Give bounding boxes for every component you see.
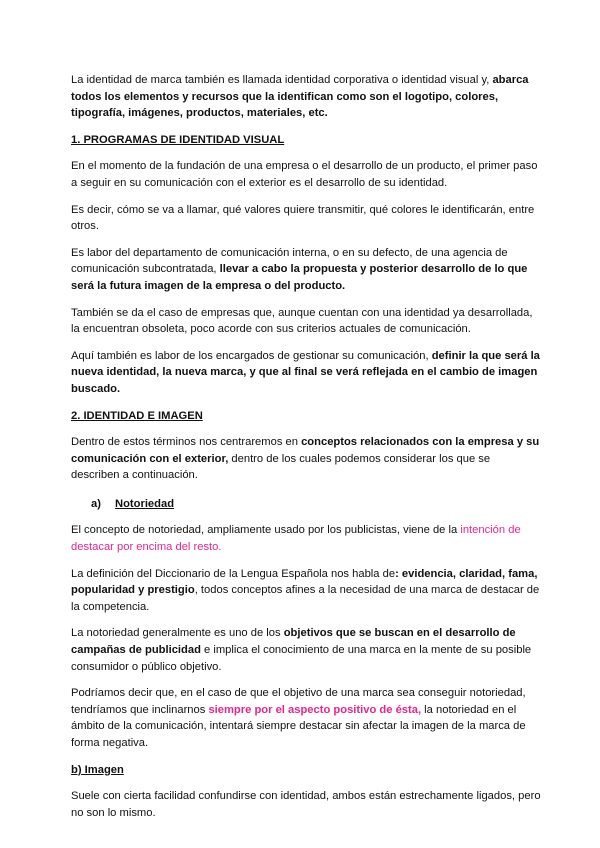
document-page	[71, 72, 541, 831]
subsection-a-marker: a)	[91, 497, 101, 510]
section-1-paragraph-3: Es labor del departamento de comunicación interna, o en su defecto, de una agencia de comunicación subcontratada, llevar a cabo la propuesta y posterior desarrollo de lo que será la futura imagen de la empresa o del producto.	[71, 246, 528, 292]
section-2-heading: 2. IDENTIDAD E IMAGEN	[71, 409, 203, 422]
section-1-paragraph-1: En el momento de la fundación de una empresa o el desarrollo de un producto, el primer paso a seguir en su comunicación con el exterior es el desarrollo de su identidad.	[71, 160, 538, 189]
notoriedad-paragraph-1: El concepto de notoriedad, ampliamente usado por los publicistas, viene de la intención de destacar por encima del resto.	[71, 524, 521, 554]
subsection-a-heading	[71, 496, 541, 513]
subsection-a-title: Notoriedad	[115, 497, 175, 510]
intro-paragraph: La identidad de marca también es llamada identidad corporativa o identidad visual y, abarca todos los elementos y recursos que la identifican como son el logotipo, colores, tipografía, imágenes, productos, materiales, etc.	[71, 74, 529, 120]
highlight-pink-bold-text: siempre por el aspecto positivo de ésta,	[208, 703, 422, 716]
notoriedad-paragraph-3: La notoriedad generalmente es uno de los objetivos que se buscan en el desarrollo de campañas de publicidad e implica el conocimiento de una marca en la mente de su posible consumidor o público objetivo.	[71, 627, 532, 673]
section-1-paragraph-5: Aquí también es labor de los encargados de gestionar su comunicación, definir la que será la nueva identidad, la nueva marca, y que al final se verá reflejada en el cambio de imagen buscado.	[71, 349, 540, 395]
highlight-pink-text: intención de destacar por encima del resto.	[71, 524, 521, 554]
notoriedad-paragraph-4: Podríamos decir que, en el caso de que el objetivo de una marca sea conseguir notoriedad, tendríamos que inclinarnos siempre por el aspecto positivo de ésta, la notoriedad en el ámbito de la comunicación, intentará siempre destacar sin afectar la imagen de la marca de forma negativa.	[71, 687, 526, 749]
section-1-paragraph-2: Es decir, cómo se va a llamar, qué valores quiere transmitir, qué colores le identificarán, entre otros.	[71, 203, 535, 233]
section-1-heading: 1. PROGRAMAS DE IDENTIDAD VISUAL	[71, 133, 285, 146]
section-1-paragraph-4: También se da el caso de empresas que, aunque cuentan con una identidad ya desarrollada, la encuentran obsoleta, poco acorde con sus criterios actuales de comunicación.	[71, 306, 533, 336]
section-2-paragraph-1: Dentro de estos términos nos centraremos en conceptos relacionados con la empresa y su comunicación con el exterior, dentro de los cuales podemos considerar los que se describen a continuación.	[71, 436, 540, 482]
subsection-b-heading: b) Imagen	[71, 763, 124, 776]
notoriedad-paragraph-2: La definición del Diccionario de la Lengua Española nos habla de: evidencia, claridad, fama, popularidad y prestigio, todos conceptos afines a la necesidad de una marca de destacar de la competencia.	[71, 567, 540, 613]
imagen-paragraph-1: Suele con cierta facilidad confundirse con identidad, ambos están estrechamente ligados, pero no son lo mismo.	[71, 790, 541, 819]
